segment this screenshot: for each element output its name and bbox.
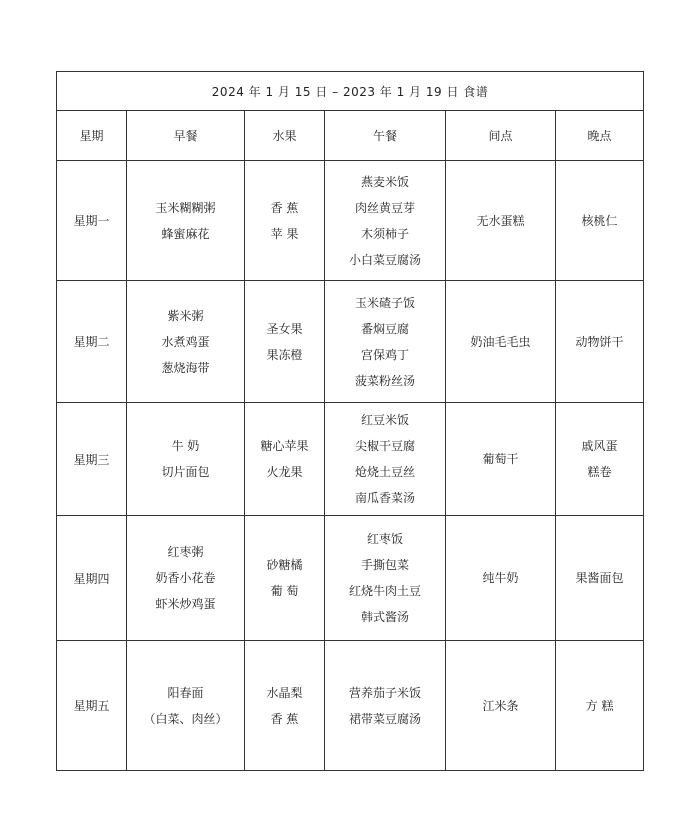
dinner-cell [556,161,644,281]
menu-item: 营养茄子米饭 [348,685,421,700]
fruit-cell [245,161,325,281]
header-lunch: 午餐 [325,111,446,161]
menu-item: 玉米碴子饭 [354,295,415,310]
menu-item: 虾米炒鸡蛋 [155,597,216,611]
header-snack: 间点 [446,111,556,161]
menu-item: 菠菜粉丝汤 [354,373,415,388]
day-cell: 星期二 [57,281,127,403]
day-cell: 星期一 [57,161,127,281]
dinner-cell [556,281,644,403]
menu-item: 葱烧海带 [161,360,210,375]
menu-item: 红枣粥 [167,545,204,559]
menu-item: 手撕包菜 [360,558,409,572]
table-row [57,641,644,771]
menu-item: 燕麦米饭 [360,174,409,189]
lunch-cell [325,641,446,771]
menu-item: 苹 果 [270,226,299,241]
menu-item: 糕卷 [587,465,612,479]
dinner-cell [556,516,644,641]
fruit-cell [245,281,325,403]
dinner-cell [556,641,644,771]
menu-item: 水煮鸡蛋 [161,334,210,349]
breakfast-cell [127,403,245,516]
lunch-cell [325,516,446,641]
snack-cell [446,403,556,516]
breakfast-cell [127,281,245,403]
menu-item: 纯牛奶 [482,571,519,585]
lunch-cell [325,281,446,403]
menu-item: 砂糖橘 [266,558,303,572]
menu-item: 南瓜香菜汤 [354,491,415,505]
header-day: 星期 [57,111,127,161]
fruit-cell [245,641,325,771]
menu-item: 糖心苹果 [260,439,309,453]
breakfast-cell [127,641,245,771]
menu-table [56,71,644,771]
lunch-cell [325,403,446,516]
menu-item: 玉米糊糊粥 [155,200,216,215]
snack-cell [446,641,556,771]
menu-item: 江米条 [482,698,519,713]
breakfast-cell [127,516,245,641]
menu-item: 炝烧土豆丝 [354,465,415,479]
table-title: 2024 年 1 月 15 日 – 2023 年 1 月 19 日 食谱 [57,72,644,111]
header-fruit: 水果 [245,111,325,161]
menu-item: 火龙果 [266,465,303,479]
menu-item: 牛 奶 [171,439,200,453]
menu-item: 方 糕 [585,698,614,713]
menu-item: 香 蕉 [270,711,299,726]
menu-item: 宫保鸡丁 [360,347,409,362]
menu-item: 果酱面包 [575,571,624,585]
menu-item: 水晶梨 [266,685,303,700]
fruit-cell [245,516,325,641]
menu-item: 木须柿子 [360,226,409,241]
day-cell: 星期三 [57,403,127,516]
menu-item: 红烧牛肉土豆 [348,584,421,598]
menu-item: 尖椒干豆腐 [354,439,415,453]
menu-item: 奶油毛毛虫 [470,334,531,349]
menu-item: （白菜、肉丝） [143,711,228,726]
lunch-cell [325,161,446,281]
table-row [57,161,644,281]
menu-item: 戚风蛋 [581,439,618,453]
menu-item: 葡萄干 [482,452,519,466]
table-row [57,403,644,516]
header-dinner: 晚点 [556,111,644,161]
header-row [57,111,644,161]
breakfast-cell [127,161,245,281]
menu-item: 香 蕉 [270,200,299,215]
menu-item: 红枣饭 [366,532,403,546]
dinner-cell [556,403,644,516]
table-row [57,516,644,641]
menu-item: 韩式酱汤 [360,610,409,624]
menu-item: 核桃仁 [581,213,618,228]
snack-cell [446,161,556,281]
menu-item: 圣女果 [266,321,303,336]
menu-item: 红豆米饭 [360,413,409,427]
menu-item: 动物饼干 [575,334,624,349]
menu-item: 无水蛋糕 [476,213,525,228]
menu-item: 番焖豆腐 [360,321,409,336]
fruit-cell [245,403,325,516]
menu-item: 果冻橙 [266,347,303,362]
menu-item: 小白菜豆腐汤 [348,252,421,267]
day-cell: 星期五 [57,641,127,771]
snack-cell [446,516,556,641]
menu-item: 肉丝黄豆芽 [354,200,415,215]
header-breakfast: 早餐 [127,111,245,161]
menu-item: 葡 萄 [270,584,299,598]
menu-item: 紫米粥 [167,308,204,323]
menu-item: 裙带菜豆腐汤 [348,711,421,726]
table-row [57,281,644,403]
menu-item: 阳春面 [167,685,204,700]
menu-item: 奶香小花卷 [155,571,216,585]
snack-cell [446,281,556,403]
day-cell: 星期四 [57,516,127,641]
menu-item: 切片面包 [161,465,210,479]
menu-item: 蜂蜜麻花 [161,226,210,241]
